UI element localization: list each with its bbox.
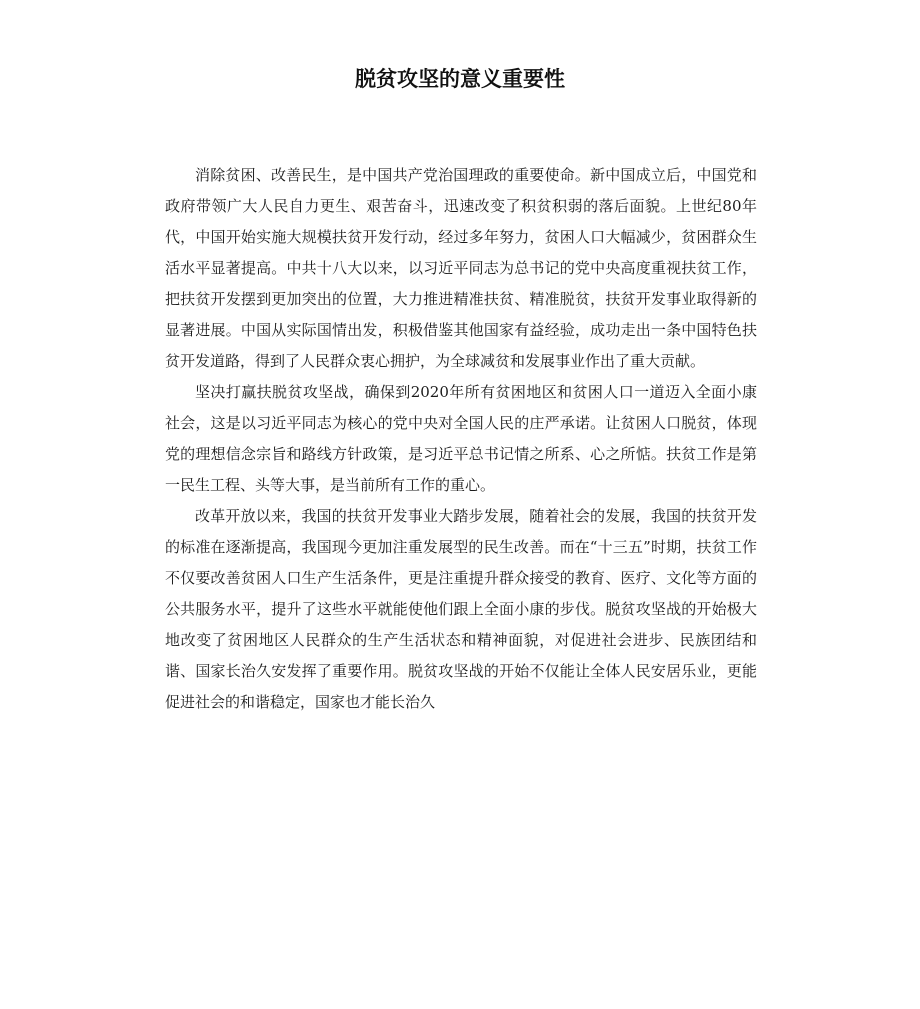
paragraph-1: 消除贫困、改善民生，是中国共产党治国理政的重要使命。新中国成立后，中国党和政府带领广大人民自力更生、艰苦奋斗，迅速改变了积贫积弱的落后面貌。上世纪80年代，中国开始实施大规模扶贫开发行动，经过多年努力，贫困人口大幅减少，贫困群众生活水平显著提高。中共十八大以来，以习近平同志为总书记的党中央高度重视扶贫工作，把扶贫开发摆到更加突出的位置，大力推进精准扶贫、精准脱贫，扶贫开发事业取得新的显著进展。中国从实际国情出发，积极借鉴其他国家有益经验，成功走出一条中国特色扶贫开发道路，得到了人民群众衷心拥护，为全球减贫和发展事业作出了重大贡献。 (165, 166, 757, 370)
document-title: 脱贫攻坚的意义重要性 (355, 67, 565, 91)
paragraph-3: 改革开放以来，我国的扶贫开发事业大踏步发展，随着社会的发展，我国的扶贫开发的标准在逐渐提高，我国现今更加注重发展型的民生改善。而在“十三五”时期，扶贫工作不仅要改善贫困人口生产生活条件，更是注重提升群众接受的教育、医疗、文化等方面的公共服务水平，提升了这些水平就能使他们跟上全面小康的步伐。脱贫攻坚战的开始极大地改变了贫困地区人民群众的生产生活状态和精神面貌，对促进社会进步、民族团结和谐、国家长治久安发挥了重要作用。脱贫攻坚战的开始不仅能让全体人民安居乐业，更能促进社会的和谐稳定，国家也才能长治久 (165, 507, 757, 711)
paragraph-2: 坚决打赢扶脱贫攻坚战，确保到2020年所有贫困地区和贫困人口一道迈入全面小康社会，这是以习近平同志为核心的党中央对全国人民的庄严承诺。让贫困人口脱贫，体现党的理想信念宗旨和路线方针政策，是习近平总书记情之所系、心之所惦。扶贫工作是第一民生工程、头等大事，是当前所有工作的重心。 (165, 383, 757, 494)
document-body (165, 160, 757, 718)
